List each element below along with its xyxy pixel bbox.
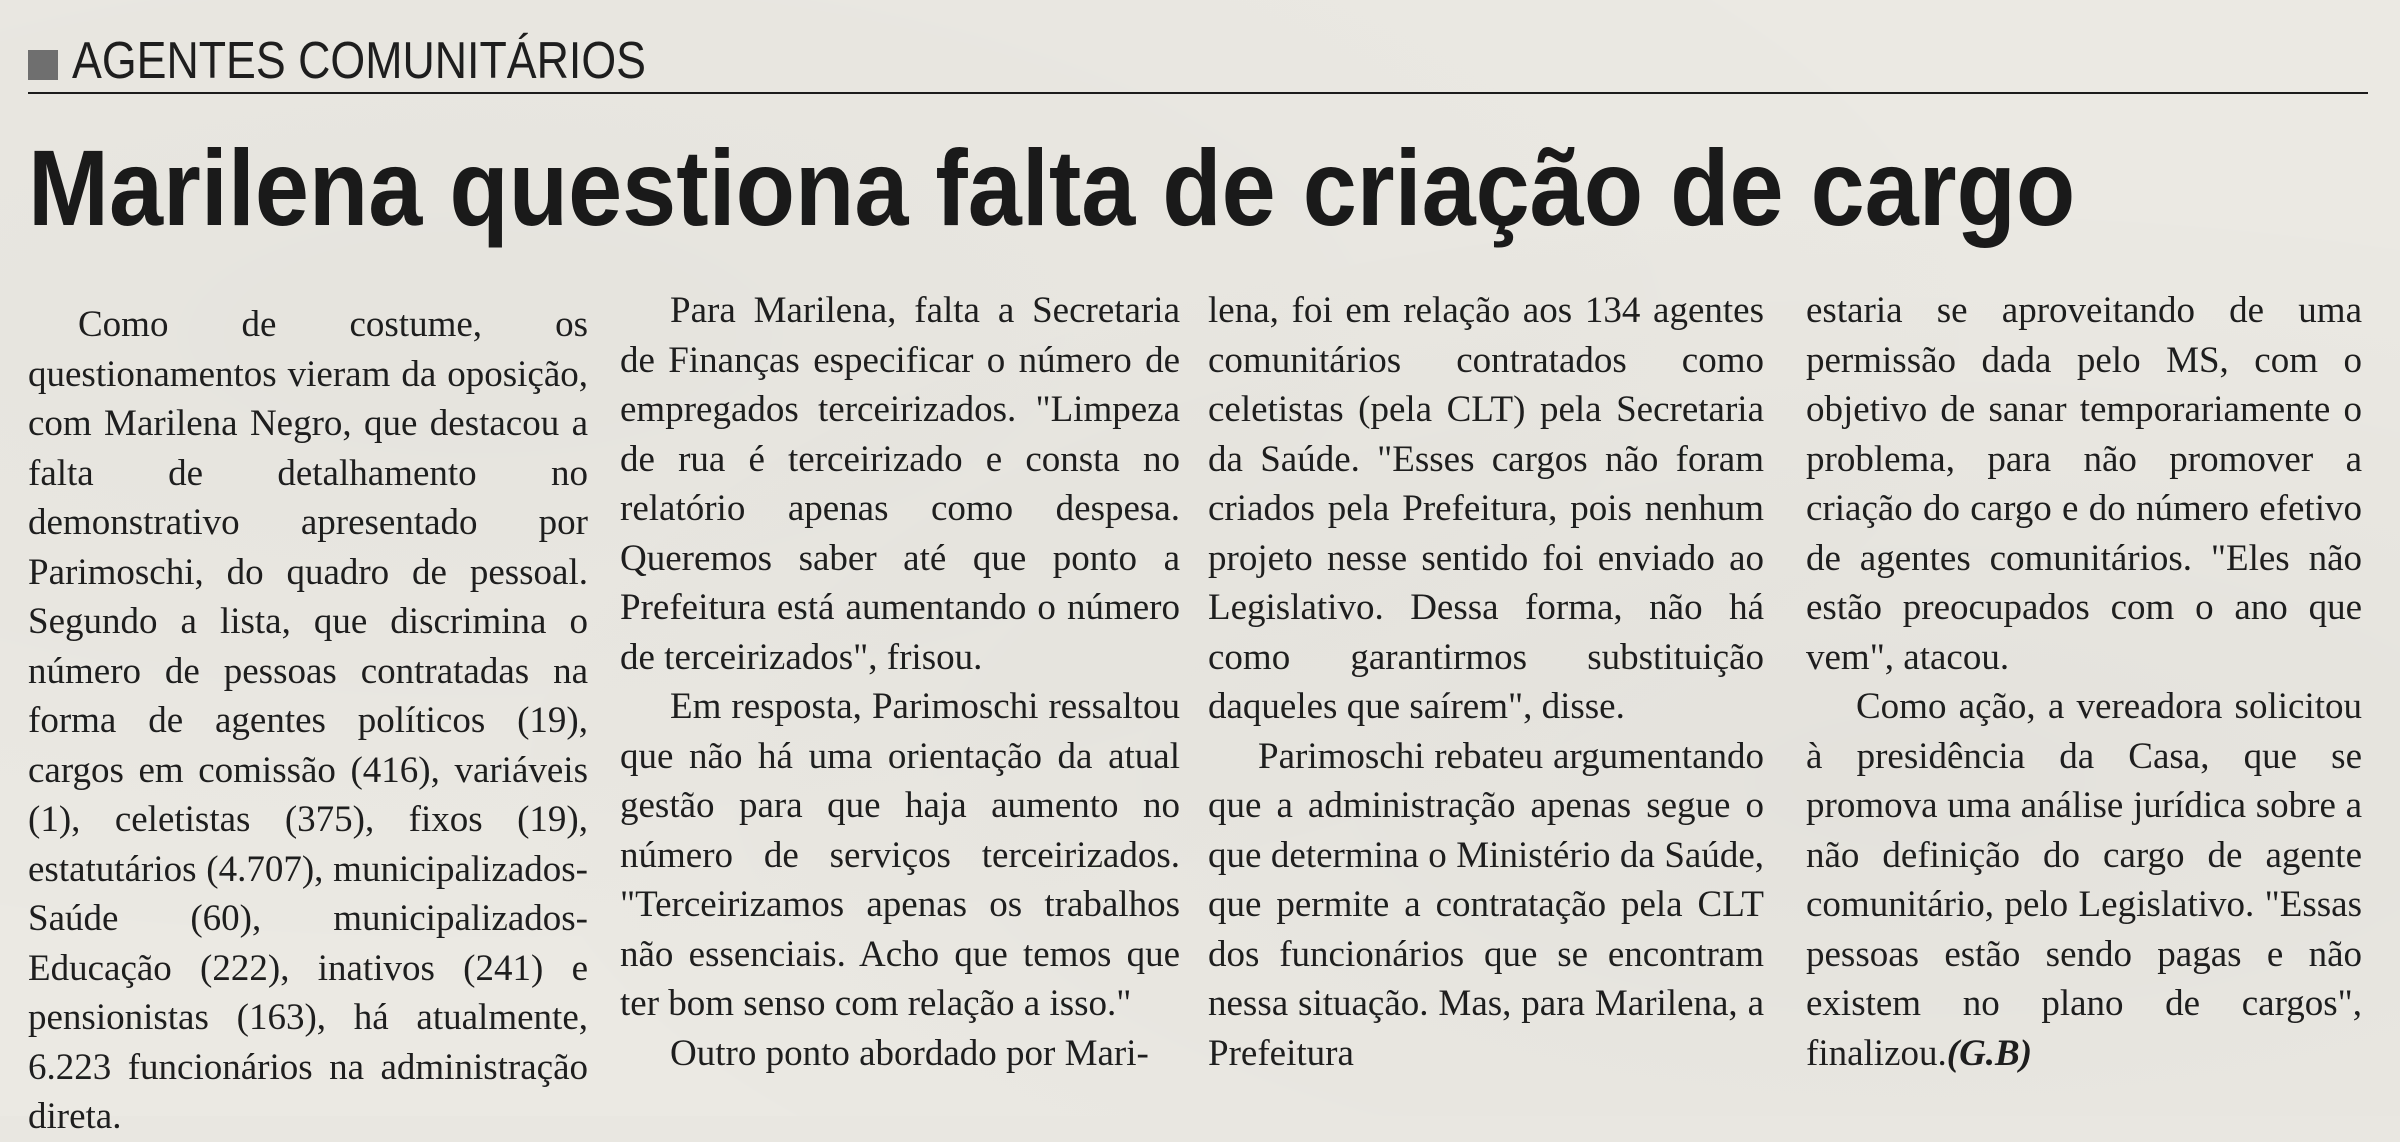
author-signature: (G.B) [1946, 1032, 2033, 1074]
article-column-1 [28, 300, 588, 1142]
paragraph: Outro ponto abordado por Mari- [670, 1032, 1149, 1074]
paragraph: Como de costume, os questionamentos vieram da oposição, com Marilena Negro, que destacou a falta de detalhamento no demonstrativo apresentado por Parimoschi, do quadro de pessoal. Segundo a lista, que discrimina o número de pessoas contratadas na forma de agentes políticos (19), cargos em comissão (416), variáveis (1), celetistas (375), fixos (19), estatutários (4.707), municipalizados-Saúde (60), municipalizados-Educação (222), inativos (241) e pensionistas (163), há atualmente, 6.223 funcionários na administração direta. [28, 304, 588, 1137]
paragraph: Em resposta, Parimoschi ressaltou que não há uma orientação da atual gestão para que haja aumento no número de serviços terceirizados. "Terceirizamos apenas os trabalhos não essenciais. Acho que temos que ter bom senso com relação a isso." [620, 686, 1180, 1024]
article-column-4 [1806, 286, 2362, 1078]
paragraph: Parimoschi rebateu argumentando que a administração apenas segue o que determina o Ministério da Saúde, que permite a contratação pela CLT dos funcionários que se encontram nessa situação. Mas, para Marilena, a Prefeitura [1208, 735, 1764, 1074]
section-label: AGENTES COMUNITÁRIOS [72, 32, 646, 90]
article-column-3 [1208, 286, 1764, 1078]
article-column-2 [620, 286, 1180, 1078]
paragraph: lena, foi em relação aos 134 agentes comunitários contratados como celetistas (pela CLT) pela Secretaria da Saúde. "Esses cargos não foram criados pela Prefeitura, pois nenhum projeto nesse sentido foi enviado ao Legislativo. Dessa forma, não há como garantirmos substituição daqueles que saírem", disse. [1208, 290, 1764, 727]
paragraph [1806, 682, 2362, 1078]
article-body [28, 286, 2368, 1137]
section-header [28, 30, 2368, 94]
paragraph: estaria se aproveitando de uma permissão dada pelo MS, com o objetivo de sanar temporariamente o problema, para não promover a criação do cargo e do número efetivo de agentes comunitários. "Eles não estão preocupados com o ano que vem", atacou. [1806, 290, 2362, 678]
section-marker-icon [28, 50, 58, 80]
headline: Marilena questiona falta de criação de cargo [28, 127, 2076, 248]
paragraph-text: Como ação, a vereadora solicitou à presidência da Casa, que se promova uma análise jurídica sobre a não definição do cargo de agente comunitário, pelo Legislativo. "Essas pessoas estão sendo pagas e não existem no plano de cargos", finalizou. [1806, 686, 2362, 1074]
paragraph: Para Marilena, falta a Secretaria de Finanças especificar o número de empregados terceirizados. "Limpeza de rua é terceirizado e consta no relatório apenas como despesa. Queremos saber até que ponto a Prefeitura está aumentando o número de terceirizados", frisou. [620, 290, 1180, 678]
